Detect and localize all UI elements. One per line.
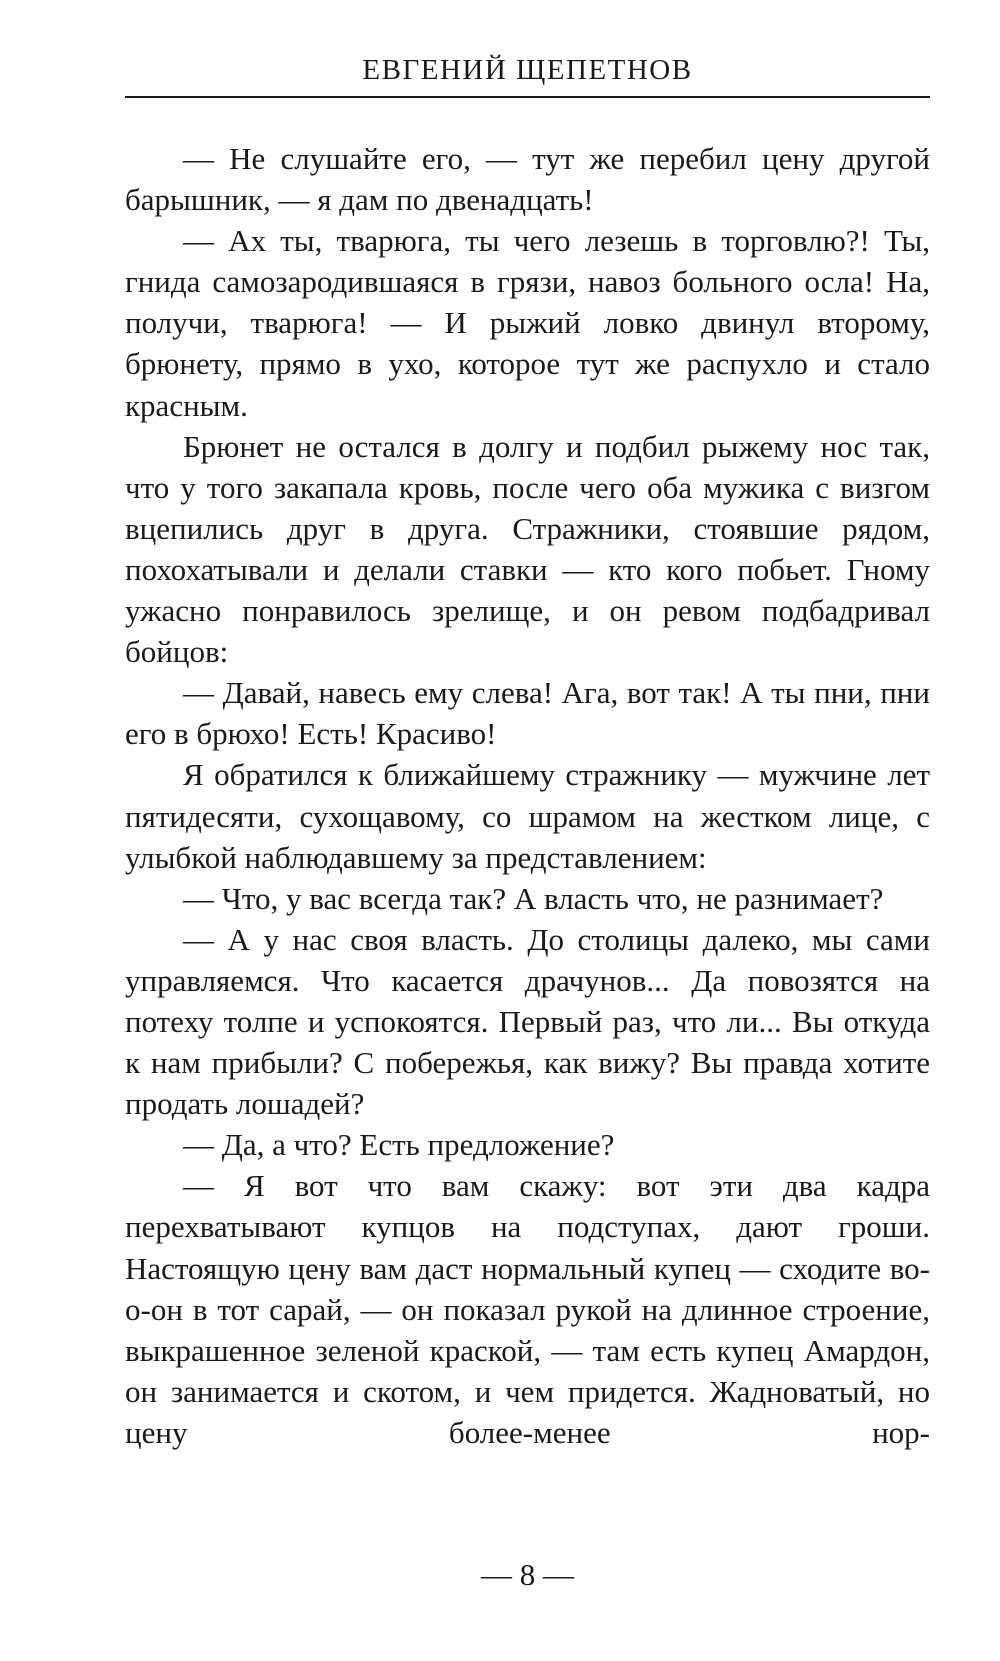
paragraph-9: — Я вот что вам скажу: вот эти два кадра перехватывают купцов на подступах, дают гроши. Настоящую цену вам даст нормальный купец — сходите во-о-он в тот сарай, — он показал рукой на длинное строение, выкрашенное зеленой краской, — там есть купец Амардон, он занимается и скотом, и чем придется. Жадноватый, но цену более-менее нор-	[125, 1168, 930, 1450]
paragraph-8: — Да, а что? Есть предложение?	[183, 1127, 615, 1163]
paragraph-2: — Ах ты, тварюга, ты чего лезешь в торговлю?! Ты, гнида самозародившаяся в грязи, навоз больного осла! На, получи, тварюга! — И рыжий ловко двинул второму, брюнету, прямо в ухо, которое тут же распухло и стало красным.	[125, 223, 930, 423]
header-rule	[125, 96, 930, 98]
paragraph-7: — А у нас своя власть. До столицы далеко, мы сами управляемся. Что касается драчунов... Да повозятся на потеху толпе и успокоятся. Первый раз, что ли... Вы откуда к нам прибыли? С побережья, как вижу? Вы правда хотите продать лошадей?	[125, 921, 930, 1122]
paragraph-6: — Что, у вас всегда так? А власть что, не разнимает?	[183, 880, 884, 916]
paragraph-1: — Не слушайте его, — тут же перебил цену другой барышник, — я дам по двенадцать!	[125, 141, 930, 218]
paragraph-5: Я обратился к ближайшему стражнику — мужчине лет пятидесяти, сухощавому, со шрамом на жестком лице, с улыбкой наблюдавшему за представлением:	[125, 757, 930, 875]
page-number: — 8 —	[481, 1557, 574, 1592]
body-text	[125, 138, 930, 1453]
paragraph-4: — Давай, навесь ему слева! Ага, вот так! А ты пни, пни его в брюхо! Есть! Красиво!	[125, 675, 930, 752]
running-head-author: ЕВГЕНИЙ ЩЕПЕТНОВ	[362, 54, 693, 86]
paragraph-3: Брюнет не остался в долгу и подбил рыжему нос так, что у того закапала кровь, после чего оба мужика с визгом вцепились друг в друга. Стражники, стоявшие рядом, похохатывали и делали ставки — кто кого побьет. Гному ужасно понравилось зрелище, и он ревом подбадривал бойцов:	[125, 428, 930, 670]
